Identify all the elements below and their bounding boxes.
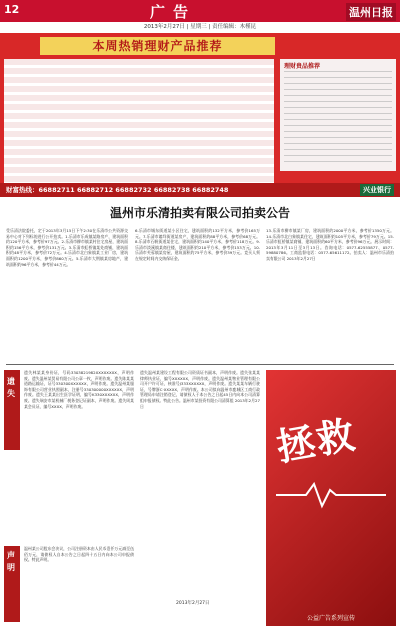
- bank-logo: 兴业银行: [360, 184, 394, 196]
- auction-column-2: 6.乐清市城东街道某小区住宅，建筑面积约132平方米，参考价165万元。7.乐清市翁垟街道某房产，建筑面积约88平方米，参考价68万元。8.乐清市石帆街道某住宅，建筑面积约140平方米，参考价118万元。9.乐清市淡溪镇某商住楼，建筑面积约210平方米，参考价153万元。10.乐清市芙蓉镇某房屋，建筑面积约75平方米，参考价39万元。竞买人须在规定时间内交纳保证金。: [135, 228, 260, 261]
- product-table: [4, 59, 274, 191]
- statement-label: 声明: [4, 546, 20, 622]
- heartbeat-icon: [276, 480, 386, 510]
- rescue-title: 拯救: [273, 411, 360, 470]
- hotline-text: 财富热线：66882711 66882712 66882732 66882738 66882748: [6, 186, 229, 194]
- auction-column-1: 受乐清法院委托，定于2013年3月15日下午2:30在乐清市公共资源交易中心对下列标的进行公开拍卖。1.乐清市乐成镇某路房产，建筑面积约120平方米，参考价97万元。2.乐清市柳市镇某村住宅房屋，建筑面积约156平方米，参考价131万元。3.乐清市虹桥镇某处商铺，建筑面积约48平方米，参考价72万元。4.乐清市北白象镇某工业厂房，建筑面积约1200平方米，参考价860万元。5.乐清市大荆镇某房地产，建筑面积约96平方米，参考价44万元。: [6, 228, 128, 267]
- auction-column-3: 13.乐清市柳市镇某厂房，建筑面积约2000平方米，参考价1350万元。14.乐清市北白象镇某住宅，建筑面积约105平方米，参考价79万元。15.乐清市虹桥镇某商铺，建筑面积约60平方米，参考价96万元。展示时间：2013年3月11日至3月13日。咨询电话：0577-62555877、0577-59880786。工商监督电话：0577-65611172。拍卖人：温州市乐清拍卖有限公司 2013年2月27日: [266, 228, 394, 261]
- lost-notices: 遗失林某某身份证，号码3303821982XXXXXXXX，声明作废。遗失温州某贸易有限公司公章一枚，声明作废。遗失陈某某道路运输证，证号330300XXXXXX，声明作废。遗失温州某服饰有限公司营业执照副本，注册号330300000XXXXXX，声明作废。遗失王某某出生医学证明，编号K330XXXXXX，声明作废。遗失瑞安市某机械厂税务登记证副本，声明作废。遗失周某某会员证，编号XXXX，声明作废。: [24, 370, 134, 409]
- date-line: 2013年2月27日 | 星期三 | 责任编辑：木槿昆: [143, 24, 257, 30]
- finance-ad-banner: [0, 33, 400, 183]
- page-number: 12: [4, 3, 20, 16]
- statement-notices: 温州某公司股东会决议，公司注册资本由人民币壹仟万元减至伍佰万元，请债权人自本公告之日起四十五日内向本公司申报债权。特此声明。: [24, 546, 134, 563]
- lost-label: 遗失: [4, 370, 20, 450]
- ad-side-text: [284, 71, 392, 166]
- notice-date: 2013年2月27日: [176, 601, 210, 606]
- middle-notices: 遗失温州某建设工程有限公司资质证书副本，声明作废。遗失张某某律师执业证，编号XXXXXX，声明作废。遗失温州某物业管理有限公司开户许可证，核准号J333XXXXXX，声明作废。遗失某某车辆行驶证，号牌浙C·XXXXX，声明作废。本公司拟向温州市鹿城区工商行政管理局申请注销登记，请债权人于本公告之日起45日内向本公司清算组申报债权。特此公告。温州市某投资有限公司清算组 2013年2月27日: [140, 370, 260, 409]
- auction-title: 温州市乐清拍卖有限公司拍卖公告: [109, 206, 290, 220]
- public-service-ad: [266, 370, 396, 626]
- hotline-band: [0, 183, 400, 197]
- page-header: [0, 0, 400, 22]
- section-divider: [6, 364, 394, 365]
- newspaper-logo: 温州日报: [346, 3, 396, 21]
- section-title: 广告: [150, 3, 197, 21]
- ad-side-title: 理财贵品推荐: [284, 63, 321, 70]
- ad-title: 本周热销理财产品推荐: [40, 37, 275, 55]
- rescue-caption: 公益广告系列宣传: [306, 615, 355, 622]
